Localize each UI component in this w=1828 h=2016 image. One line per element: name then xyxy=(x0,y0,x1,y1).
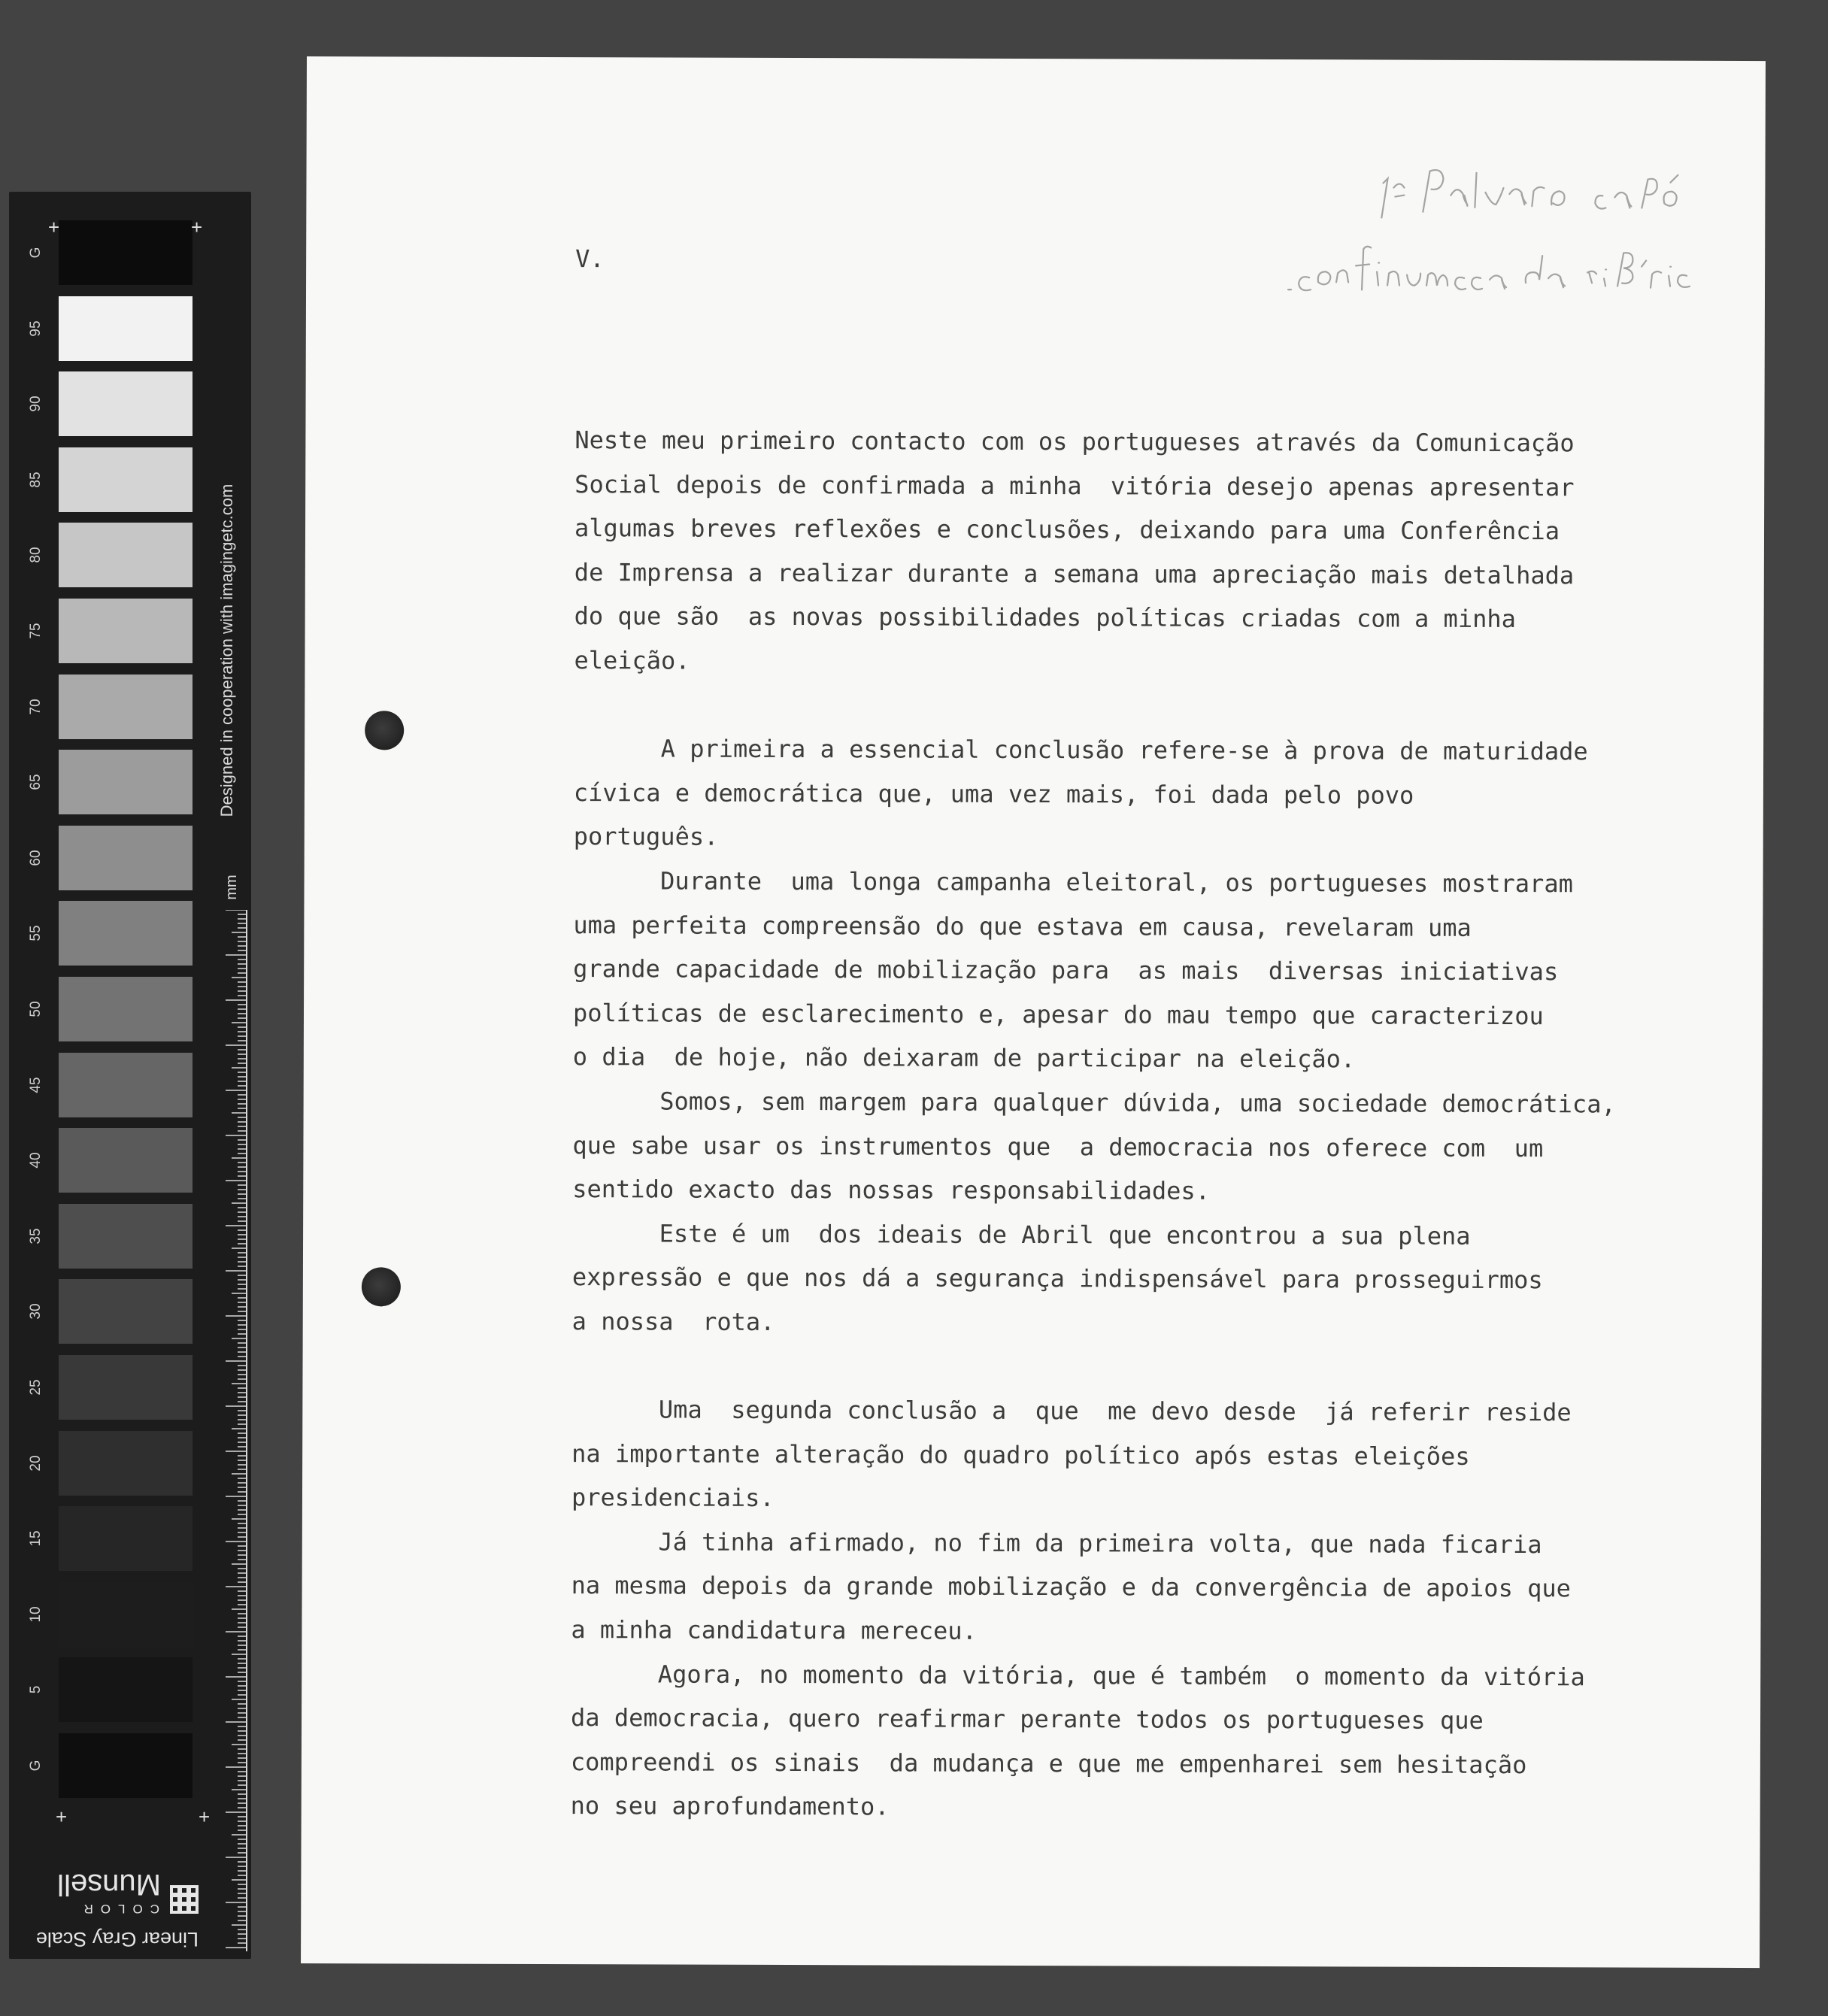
typed-line: compreendi os sinais da mudança e que me empenharei sem hesitação xyxy=(570,1747,1527,1779)
gray-scale-card xyxy=(9,192,251,1959)
gray-patch xyxy=(59,1506,193,1571)
brand-sub: COLOR xyxy=(76,1902,159,1916)
gray-patch xyxy=(59,1431,193,1496)
brand-name: Munsell xyxy=(57,1868,161,1901)
gray-patch-label: 40 xyxy=(28,1152,44,1169)
paragraph-gap xyxy=(574,683,1747,730)
typed-line: do que são as novas possibilidades políticas criadas com a minha xyxy=(574,602,1516,634)
typed-line: expressão e que nos dá a segurança indispensável para prosseguirmos xyxy=(571,1263,1543,1295)
gray-patch xyxy=(59,750,193,814)
gray-patch xyxy=(59,220,193,285)
typed-line: Durante uma longa campanha eleitoral, os portugueses mostraram xyxy=(573,866,1573,899)
gray-patch xyxy=(59,371,193,436)
typed-line: a nossa rota. xyxy=(571,1306,775,1336)
typed-line: uma perfeita compreensão do que estava em causa, revelaram uma xyxy=(573,910,1472,942)
gray-patch xyxy=(59,1355,193,1420)
gray-patch-label: 5 xyxy=(28,1686,44,1694)
gray-patch xyxy=(59,1657,193,1722)
typed-line: presidenciais. xyxy=(571,1483,775,1513)
typed-line: Neste meu primeiro contacto com os portugueses através da Comunicação xyxy=(574,426,1575,458)
card-tagline: Designed in cooperation with imagingetc.com xyxy=(217,484,236,817)
gray-patch xyxy=(59,901,193,966)
typed-line: Somos, sem margem para qualquer dúvida, uma sociedade democrática, xyxy=(572,1087,1616,1119)
typed-line: Já tinha afirmado, no fim da primeira volta, que nada ficaria xyxy=(571,1526,1542,1560)
gray-patch xyxy=(59,1279,193,1344)
gray-patch xyxy=(59,675,193,739)
typed-line: Este é um dos ideais de Abril que encontrou a sua plena xyxy=(572,1218,1471,1251)
gray-patch-label: 75 xyxy=(28,623,44,639)
gray-patch-label: 20 xyxy=(28,1455,44,1472)
gray-patch-label: 65 xyxy=(28,774,44,790)
gray-patch-label: 70 xyxy=(28,699,44,715)
gray-patch-label: 25 xyxy=(28,1379,44,1396)
typed-line: sentido exacto das nossas responsabilidades. xyxy=(572,1175,1211,1205)
gray-patch-label: 15 xyxy=(28,1530,44,1547)
gray-patch-label: 35 xyxy=(28,1228,44,1244)
typed-line: Social depois de confirmada a minha vitória desejo apenas apresentar xyxy=(574,469,1575,502)
card-branding xyxy=(9,1827,251,1959)
gray-patch-label: 95 xyxy=(28,320,44,337)
registration-mark: + xyxy=(48,216,60,238)
gray-patch xyxy=(59,296,193,361)
paragraph-gap xyxy=(571,1344,1745,1391)
typed-line: políticas de esclarecimento e, apesar do mau tempo que caracterizou xyxy=(572,998,1544,1030)
typed-line: algumas breves reflexões e conclusões, deixando para uma Conferência xyxy=(574,514,1560,546)
gray-patch-label: G xyxy=(28,1760,44,1772)
typed-line: que sabe usar os instrumentos que a democracia nos oferece com um xyxy=(572,1130,1544,1163)
gray-patch-label: 60 xyxy=(28,850,44,866)
munsell-logo-icon xyxy=(170,1885,199,1914)
gray-patch xyxy=(59,1204,193,1269)
gray-patch-label: 45 xyxy=(28,1077,44,1093)
gray-patch-label: 30 xyxy=(28,1303,44,1320)
registration-mark: + xyxy=(56,1805,68,1828)
registration-mark: + xyxy=(191,216,203,238)
typed-line: grande capacidade de mobilização para as mais diversas iniciativas xyxy=(573,954,1559,987)
section-marker: V. xyxy=(575,244,605,274)
typed-line: da democracia, quero reafirmar perante todos os portugueses que xyxy=(571,1703,1484,1736)
handwritten-note xyxy=(1284,142,1736,309)
gray-patch-label: 10 xyxy=(28,1606,44,1623)
typed-text xyxy=(571,418,1748,1832)
mm-ruler xyxy=(224,910,250,1951)
gray-patch xyxy=(59,447,193,512)
punch-hole xyxy=(362,1267,401,1306)
gray-patch xyxy=(59,977,193,1041)
typed-line: A primeira a essencial conclusão refere-se à prova de maturidade xyxy=(574,734,1588,766)
punch-hole xyxy=(365,711,404,750)
typed-line: Uma segunda conclusão a que me devo desde já referir reside xyxy=(571,1395,1572,1427)
gray-patch xyxy=(59,599,193,663)
gray-patch xyxy=(59,1128,193,1193)
gray-patch-label: G xyxy=(28,247,44,259)
gray-patch-label: 85 xyxy=(28,471,44,488)
document-page xyxy=(301,56,1766,1968)
ruler-unit-label: mm xyxy=(223,875,240,900)
typed-line: a minha candidatura mereceu. xyxy=(571,1615,977,1645)
typed-line: eleição. xyxy=(574,646,690,675)
gray-patch xyxy=(59,1733,193,1798)
typed-line: o dia de hoje, não deixaram de participar na eleição. xyxy=(572,1042,1356,1074)
gray-patch xyxy=(59,1053,193,1117)
typed-line: Agora, no momento da vitória, que é também o momento da vitória xyxy=(571,1659,1585,1691)
typed-line: no seu aprofundamento. xyxy=(570,1791,890,1821)
typed-line: na mesma depois da grande mobilização e da convergência de apoios que xyxy=(571,1571,1571,1603)
gray-patch-label: 50 xyxy=(28,1001,44,1017)
gray-patch-label: 80 xyxy=(28,547,44,563)
typed-line: de Imprensa a realizar durante a semana uma apreciação mais detalhada xyxy=(574,557,1575,590)
gray-patch-label: 90 xyxy=(28,396,44,412)
gray-patch xyxy=(59,826,193,890)
registration-mark: + xyxy=(199,1805,211,1828)
typed-line: português. xyxy=(573,822,719,852)
card-title: Linear Gray Scale xyxy=(35,1928,199,1951)
gray-patch-label: 55 xyxy=(28,925,44,941)
gray-patch xyxy=(59,523,193,587)
typed-line: na importante alteração do quadro político após estas eleições xyxy=(571,1438,1470,1471)
gray-patch xyxy=(59,1582,193,1647)
typed-line: cívica e democrática que, uma vez mais, foi dada pelo povo xyxy=(573,778,1414,810)
